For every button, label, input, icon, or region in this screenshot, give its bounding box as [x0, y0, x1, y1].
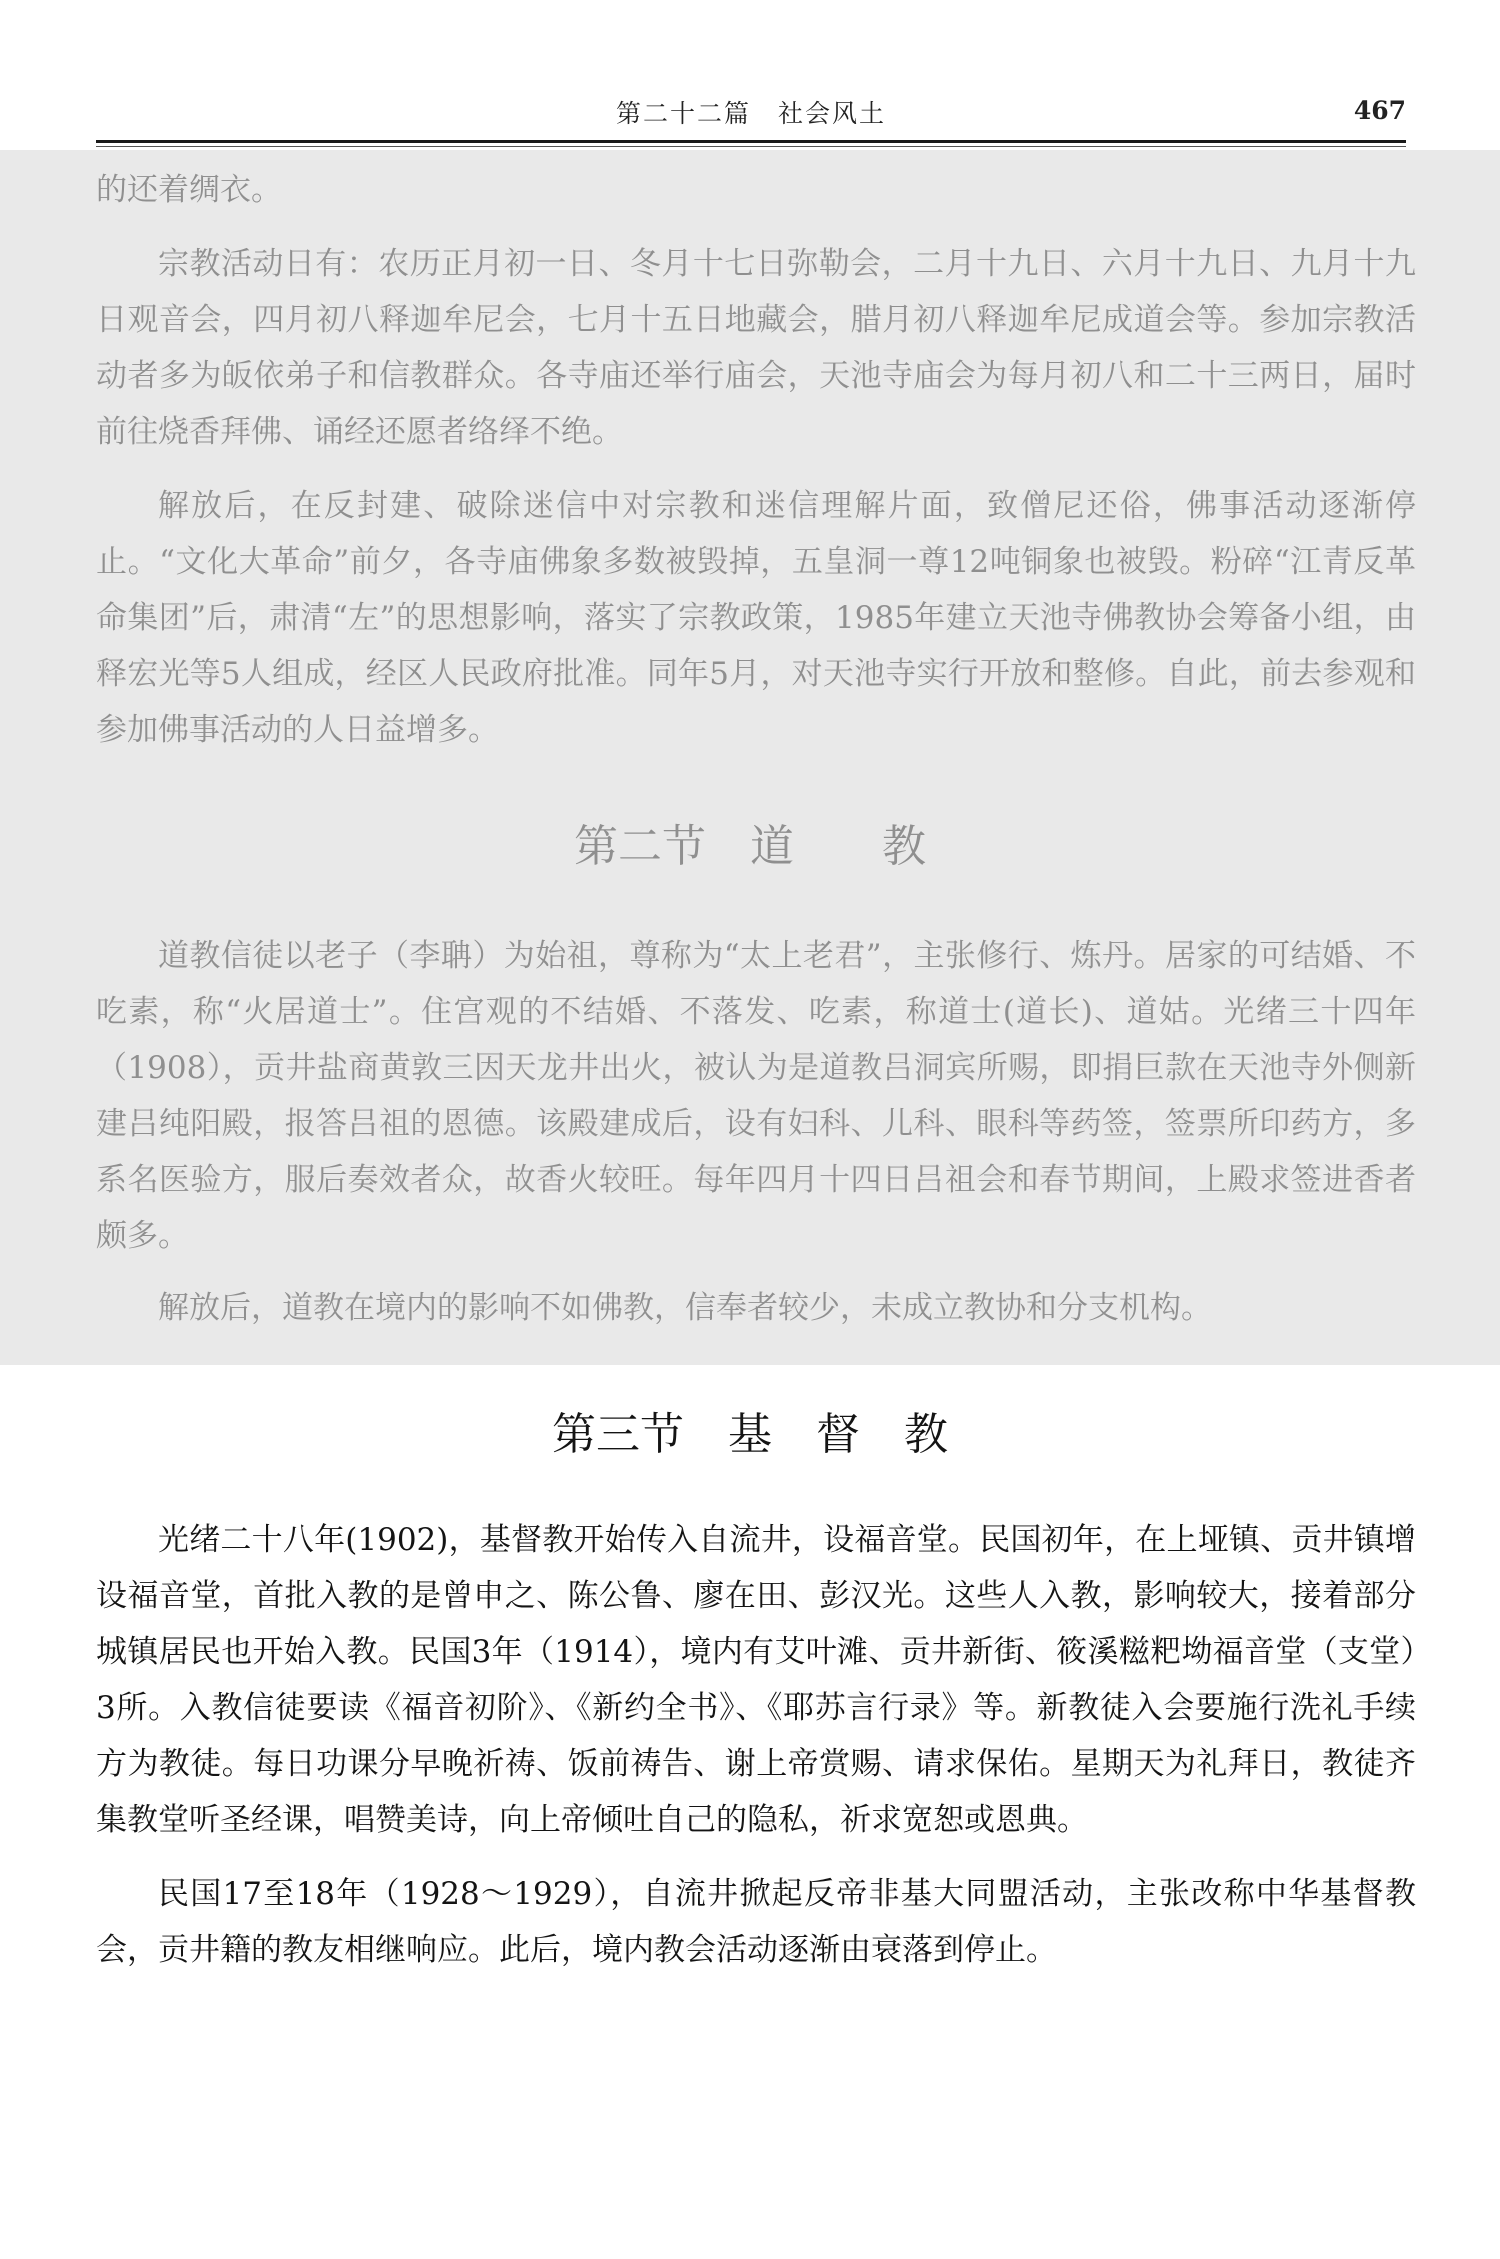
paragraph-christianity-decline: 民国17至18年（1928～1929），自流井掀起反帝非基大同盟活动，主张改称中华基督教会，贡井籍的教友相继响应。此后，境内教会活动逐渐由衰落到停止。	[96, 1876, 1416, 1968]
paragraph-taoism-after-liberation: 解放后，道教在境内的影响不如佛教，信奉者较少，未成立教协和分支机构。	[158, 1290, 1212, 1326]
page-number: 467	[1353, 96, 1406, 125]
section-title-taoism: 第二节 道 教	[574, 821, 926, 872]
shaded-text-block	[96, 162, 1416, 758]
chapter-title: 第二十二篇 社会风土	[615, 99, 886, 128]
page-header	[96, 86, 1406, 142]
taoism-text-block	[96, 928, 1416, 1336]
paragraph-christianity-intro: 光绪二十八年(1902)，基督教开始传入自流井，设福音堂。民国初年，在上垭镇、贡井镇增设福音堂，首批入教的是曾申之、陈公鲁、廖在田、彭汉光。这些人入教，影响较大，接着部分城镇居民也开始入教。民国3年（1914），境内有艾叶滩、贡井新街、筱溪糍粑坳福音堂（支堂）3所。入教信徒要读《福音初阶》、《新约全书》、《耶苏言行录》等。新教徒入会要施行洗礼手续方为教徒。每日功课分早晚祈祷、饭前祷告、谢上帝赏赐、请求保佑。星期天为礼拜日，教徒齐集教堂听圣经课，唱赞美诗，向上帝倾吐自己的隐私，祈求宽恕或恩典。	[96, 1522, 1416, 1838]
header-rule	[96, 140, 1406, 143]
christianity-text-block	[96, 1512, 1416, 1978]
header-rule-thin	[96, 146, 1406, 147]
paragraph-taoism-origin: 道教信徒以老子（李聃）为始祖，尊称为“太上老君”，主张修行、炼丹。居家的可结婚、不吃素，称“火居道士”。住宫观的不结婚、不落发、吃素，称道士(道长)、道姑。光绪三十四年（1908），贡井盐商黄敦三因天龙井出火，被认为是道教吕洞宾所赐，即捐巨款在天池寺外侧新建吕纯阳殿，报答吕祖的恩德。该殿建成后，设有妇科、儿科、眼科等药签，签票所印药方，多系名医验方，服后奏效者众，故香火较旺。每年四月十四日吕祖会和春节期间，上殿求签进香者颇多。	[96, 938, 1416, 1254]
section-title-christianity: 第三节 基 督 教	[552, 1409, 948, 1460]
paragraph-buddhism-after-liberation: 解放后，在反封建、破除迷信中对宗教和迷信理解片面，致僧尼还俗，佛事活动逐渐停止。“文化大革命”前夕，各寺庙佛象多数被毁掉，五皇洞一尊12吨铜象也被毁。粉碎“江青反革命集团”后，肃清“左”的思想影响，落实了宗教政策，1985年建立天池寺佛教协会筹备小组，由释宏光等5人组成，经区人民政府批准。同年5月，对天池寺实行开放和整修。自此，前去参观和参加佛事活动的人日益增多。	[96, 488, 1416, 748]
paragraph-buddhism-activities: 宗教活动日有：农历正月初一日、冬月十七日弥勒会，二月十九日、六月十九日、九月十九日观音会，四月初八释迦牟尼会，七月十五日地藏会，腊月初八释迦牟尼成道会等。参加宗教活动者多为皈依弟子和信教群众。各寺庙还举行庙会，天池寺庙会为每月初八和二十三两日，届时前往烧香拜佛、诵经还愿者络绎不绝。	[96, 246, 1416, 450]
paragraph-continuation: 的还着绸衣。	[96, 172, 282, 208]
